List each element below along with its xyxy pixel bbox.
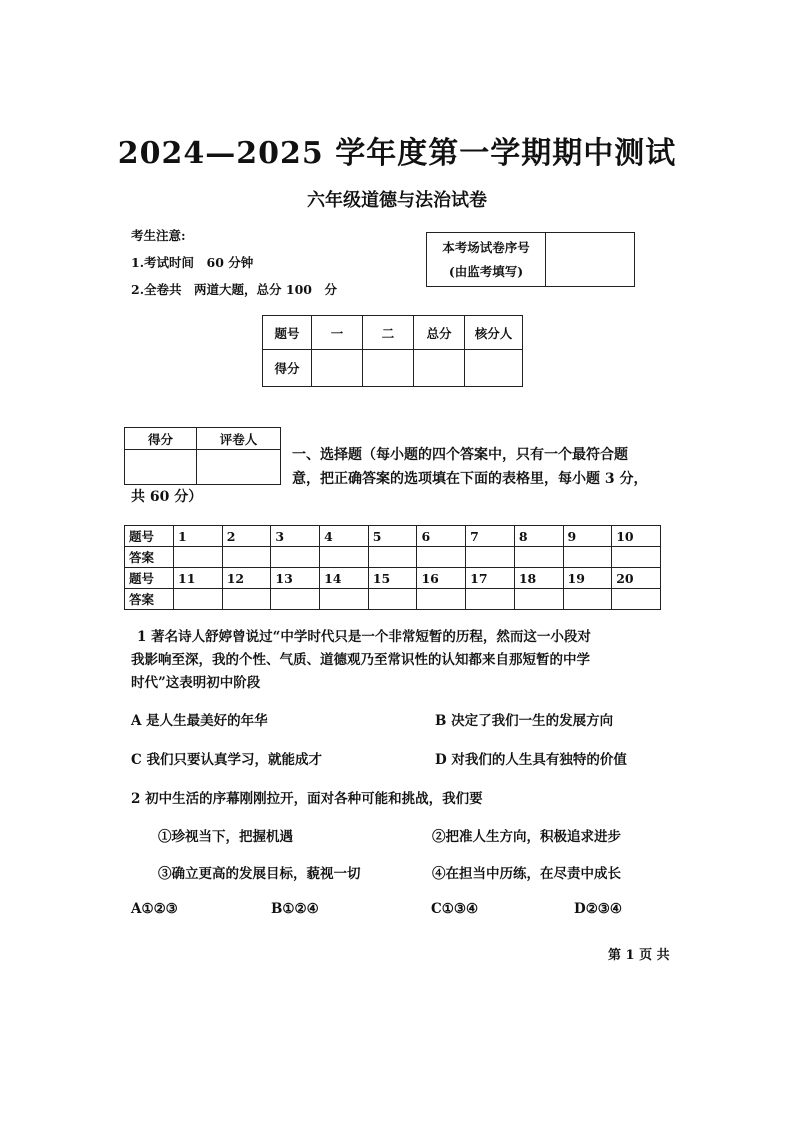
question-number: 18 bbox=[514, 568, 563, 589]
question-number: 9 bbox=[563, 526, 612, 547]
question-number: 6 bbox=[417, 526, 466, 547]
answer-cell[interactable] bbox=[174, 547, 223, 568]
answer-cell[interactable] bbox=[466, 589, 515, 610]
score-header-part2: 二 bbox=[363, 316, 414, 350]
answer-label-answer: 答案 bbox=[125, 589, 174, 610]
q2-statement-3: ③确立更高的发展目标，藐视一切 bbox=[158, 866, 361, 882]
page-number: 第 1 页 共 bbox=[608, 948, 670, 963]
question-number: 4 bbox=[320, 526, 369, 547]
question-number: 3 bbox=[271, 526, 320, 547]
answer-cell[interactable] bbox=[563, 547, 612, 568]
answer-cell[interactable] bbox=[466, 547, 515, 568]
q2-option-c: C①③④ bbox=[431, 901, 479, 917]
grader-cell-score[interactable] bbox=[125, 450, 197, 485]
answer-row-blanks-1 bbox=[125, 547, 661, 568]
grader-header-score: 得分 bbox=[125, 428, 197, 450]
serial-label bbox=[427, 233, 546, 287]
score-header-part1: 一 bbox=[312, 316, 363, 350]
answer-cell[interactable] bbox=[368, 589, 417, 610]
answer-label-question: 题号 bbox=[125, 526, 174, 547]
answer-label-question: 题号 bbox=[125, 568, 174, 589]
section1-instruction-line1: 一、选择题（每小题的四个答案中，只有一个最符合题 bbox=[292, 447, 628, 463]
answer-row-blanks-2 bbox=[125, 589, 661, 610]
score-header-number: 题号 bbox=[263, 316, 312, 350]
answer-label-answer: 答案 bbox=[125, 547, 174, 568]
grader-cell-reviewer[interactable] bbox=[197, 450, 281, 485]
question-number: 13 bbox=[271, 568, 320, 589]
serial-number-box bbox=[426, 232, 635, 287]
score-summary-table bbox=[262, 315, 523, 387]
section1-instruction-line2: 意，把正确答案的选项填在下面的表格里，每小题 3 分， bbox=[292, 471, 648, 487]
answer-cell[interactable] bbox=[612, 589, 661, 610]
q2-stem: 2 初中生活的序幕刚刚拉开，面对各种可能和挑战，我们要 bbox=[131, 791, 483, 807]
question-number: 20 bbox=[612, 568, 661, 589]
answer-cell[interactable] bbox=[514, 547, 563, 568]
score-header-total: 总分 bbox=[414, 316, 465, 350]
serial-label-line1: 本考场试卷序号 bbox=[442, 239, 530, 255]
answer-cell[interactable] bbox=[563, 589, 612, 610]
answer-row-numbers-1 bbox=[125, 526, 661, 547]
notice-heading: 考生注意: bbox=[131, 228, 186, 243]
question-number: 8 bbox=[514, 526, 563, 547]
question-number: 5 bbox=[368, 526, 417, 547]
question-number: 11 bbox=[174, 568, 223, 589]
q1-stem-line3: 时代”这表明初中阶段 bbox=[131, 675, 261, 691]
q1-option-d: D 对我们的人生具有独特的价值 bbox=[435, 752, 627, 768]
q2-option-b: B①②④ bbox=[271, 901, 319, 917]
answer-cell[interactable] bbox=[222, 589, 271, 610]
q2-statement-4: ④在担当中历练，在尽责中成长 bbox=[432, 866, 621, 882]
question-number: 19 bbox=[563, 568, 612, 589]
answer-sheet-table bbox=[124, 525, 661, 610]
q1-option-c: C 我们只要认真学习，就能成才 bbox=[131, 752, 322, 768]
q2-option-a: A①②③ bbox=[131, 901, 178, 917]
notice-time: 1.考试时间 60 分钟 bbox=[131, 255, 254, 270]
answer-cell[interactable] bbox=[320, 589, 369, 610]
serial-label-line2: (由监考填写) bbox=[448, 263, 524, 279]
question-number: 15 bbox=[368, 568, 417, 589]
q2-option-d: D②③④ bbox=[574, 901, 623, 917]
score-cell-part1[interactable] bbox=[312, 350, 363, 387]
score-row-label: 得分 bbox=[263, 350, 312, 387]
answer-cell[interactable] bbox=[271, 589, 320, 610]
score-header-checker: 核分人 bbox=[465, 316, 523, 350]
question-number: 10 bbox=[612, 526, 661, 547]
answer-cell[interactable] bbox=[320, 547, 369, 568]
q2-statement-2: ②把准人生方向，积极追求进步 bbox=[432, 829, 621, 845]
exam-subtitle: 六年级道德与法治试卷 bbox=[307, 190, 487, 211]
q1-stem-line1: 1 著名诗人舒婷曾说过“中学时代只是一个非常短暂的历程，然而这一小段对 bbox=[137, 629, 591, 645]
q2-statement-1: ①珍视当下，把握机遇 bbox=[158, 829, 293, 845]
section1-instruction-line3: 共 60 分） bbox=[131, 489, 203, 505]
answer-cell[interactable] bbox=[417, 589, 466, 610]
answer-cell[interactable] bbox=[222, 547, 271, 568]
question-number: 12 bbox=[222, 568, 271, 589]
q1-option-a: A 是人生最美好的年华 bbox=[131, 713, 268, 729]
grader-header-reviewer: 评卷人 bbox=[197, 428, 281, 450]
score-cell-total[interactable] bbox=[414, 350, 465, 387]
answer-cell[interactable] bbox=[368, 547, 417, 568]
question-number: 14 bbox=[320, 568, 369, 589]
question-number: 1 bbox=[174, 526, 223, 547]
question-number: 7 bbox=[466, 526, 515, 547]
notice-total: 2.全卷共 两道大题，总分 100 分 bbox=[131, 282, 337, 297]
serial-value-cell[interactable] bbox=[546, 233, 635, 287]
score-cell-part2[interactable] bbox=[363, 350, 414, 387]
answer-cell[interactable] bbox=[271, 547, 320, 568]
question-number: 2 bbox=[222, 526, 271, 547]
exam-title: 2024—2025 学年度第一学期期中测试 bbox=[117, 136, 677, 171]
answer-row-numbers-2 bbox=[125, 568, 661, 589]
question-number: 17 bbox=[466, 568, 515, 589]
answer-cell[interactable] bbox=[174, 589, 223, 610]
q1-stem-line2: 我影响至深，我的个性、气质、道德观乃至常识性的认知都来自那短暂的中学 bbox=[131, 652, 590, 668]
answer-cell[interactable] bbox=[417, 547, 466, 568]
question-number: 16 bbox=[417, 568, 466, 589]
answer-cell[interactable] bbox=[612, 547, 661, 568]
section-grader-box bbox=[124, 427, 281, 485]
answer-cell[interactable] bbox=[514, 589, 563, 610]
q1-option-b: B 决定了我们一生的发展方向 bbox=[435, 713, 614, 729]
score-cell-checker[interactable] bbox=[465, 350, 523, 387]
